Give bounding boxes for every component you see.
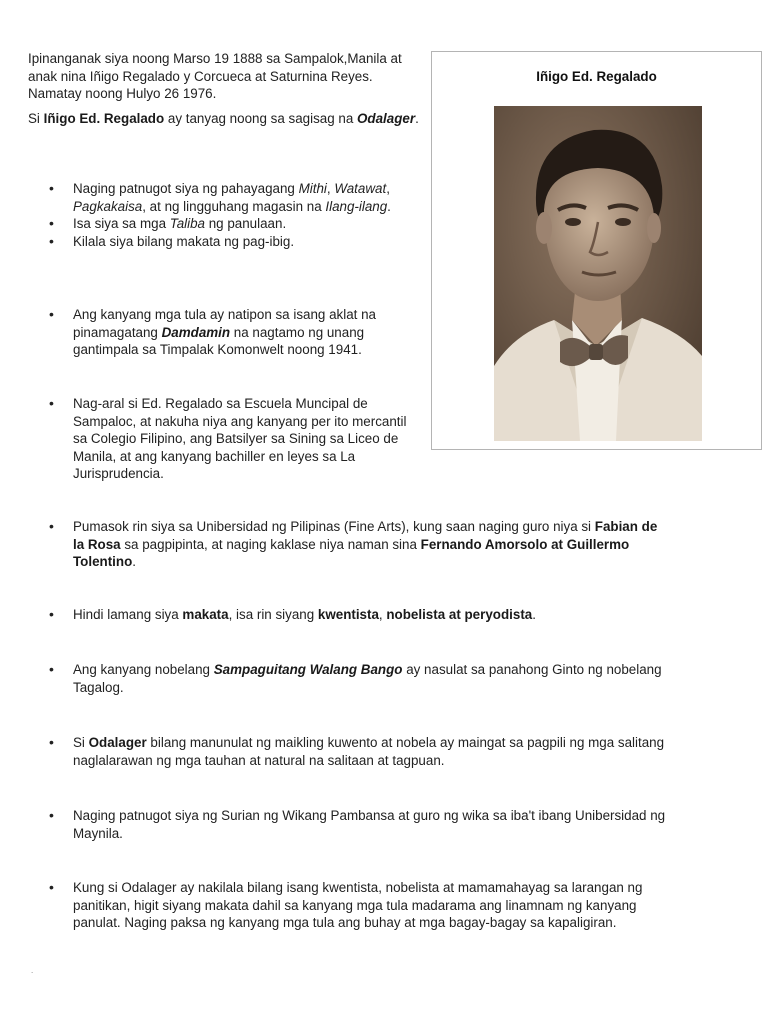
text-run: . [387,198,391,214]
text-run: , at ng lingguhang magasin na [142,198,326,214]
bullet-list-2 [28,306,423,359]
portrait-photo [494,106,702,441]
publication-name: Watawat [334,181,387,196]
bullet-list-6 [28,661,668,696]
person-name: Fabian de la Rosa [73,519,658,552]
text-run: Hindi lamang siya [73,607,183,622]
bullet-list-8 [28,807,668,842]
text-run: Nag-aral si Ed. Regalado sa Escuela Muncipal de Sampaloc, at nakuha niya ang kanyang per ito mercantil sa Colegio Filipino, ang Batsilyer sa Sining sa Liceo de Manila, at ang kanyang bachiller en leyes sa La Jurisprudencia. [73,396,407,481]
intro-paragraph [28,50,423,103]
bullet-list-7 [28,734,668,769]
text-run: . [415,111,419,126]
text-run: bilang manunulat ng maikling kuwento at nobela ay maingat sa pagpili ng mga salitang naglalarawan ng mga tauhan at natural na salitaan at tagpuan. [73,735,665,768]
text-run: na nagtamo ng unang gantimpala sa Timpalak Komonwelt noong 1941. [73,324,365,357]
list-item [28,734,668,769]
text-run: ay nasulat sa panahong Ginto ng nobelang Tagalog. [73,662,662,695]
emphasis: Taliba [169,216,205,231]
infobox [431,51,762,450]
list-item [28,395,423,483]
novel-title: Sampaguitang Walang Bango [213,662,403,677]
text-run: , [378,607,387,622]
pen-name: Odalager [357,111,416,126]
list-item [28,879,668,932]
text-run: . [132,554,136,569]
intro-text: Ipinanganak siya noong Marso 19 1888 sa Sampalok,Manila at anak nina Iñigo Regalado y Corcueca at Saturnina Reyes. Namatay noong Hulyo 26 1976. [28,51,402,101]
text-run: Ang kanyang nobelang [73,662,214,677]
bullet-list-1 [28,180,423,250]
text-run: Kung si Odalager ay nakilala bilang isang kwentista, nobelista at mamamahayag sa larangan ng panitikan, higit siyang makata dahil sa kanyang mga tula madarama ang linamnam ng kanyang panulat. Naging paksa ng kanyang mga tula ang buhay at mga bagay-bagay sa kapaligiran. [73,880,643,930]
text-run: Ang kanyang mga tula ay natipon sa isang aklat na pinamagatang [73,307,376,340]
text-run: ay tanyag noong sa sagisag na [164,111,357,126]
publication-name: Ilang-ilang [325,198,388,214]
portrait-illustration [494,106,702,441]
list-item [28,807,668,842]
pen-name: Odalager [88,735,147,750]
text-run: ng panulaan. [205,216,287,231]
emphasis: kwentista [317,607,379,622]
text-run: . [532,607,536,622]
list-item [28,215,423,233]
text-run: Si [73,735,89,750]
text-run: Kilala siya bilang makata ng pag-ibig. [73,233,295,249]
bullet-list-9 [28,879,668,932]
footer-mark: . [31,966,34,975]
publication-name: Pagkakaisa [73,198,143,214]
list-item [28,518,668,571]
list-item [28,233,423,251]
text-run: Naging patnugot siya ng Surian ng Wikang Pambansa at guro ng wika sa iba't ibang Unibersidad ng Maynila. [73,808,666,841]
infobox-title: Iñigo Ed. Regalado [536,69,657,84]
text-run: Si [28,111,44,126]
text-run: , [386,181,390,196]
emphasis: makata [182,607,229,622]
text-run: Naging patnugot siya ng pahayagang [73,181,299,196]
bullet-list-4 [28,518,668,571]
list-item [28,180,423,215]
list-item [28,606,668,624]
book-title: Damdamin [161,324,231,340]
person-name: Fernando Amorsolo at Guillermo Tolentino [73,536,630,569]
text-run: Isa siya sa mga [73,216,170,231]
publication-name: Mithi [298,181,327,196]
text-run: Pumasok rin siya sa Unibersidad ng Pilipinas (Fine Arts), kung saan naging guro niya si [73,519,595,534]
list-item [28,306,423,359]
emphasis: nobelista at peryodista [386,607,533,622]
bullet-list-5 [28,606,668,624]
text-run: , isa rin siyang [228,607,318,622]
text-run: , [326,181,335,196]
text-run: sa pagpipinta, at naging kaklase niya naman sina [120,536,421,552]
bullet-list-3 [28,395,423,483]
author-name: Iñigo Ed. Regalado [43,111,165,126]
list-item [28,661,668,696]
pen-name-paragraph [28,110,423,128]
